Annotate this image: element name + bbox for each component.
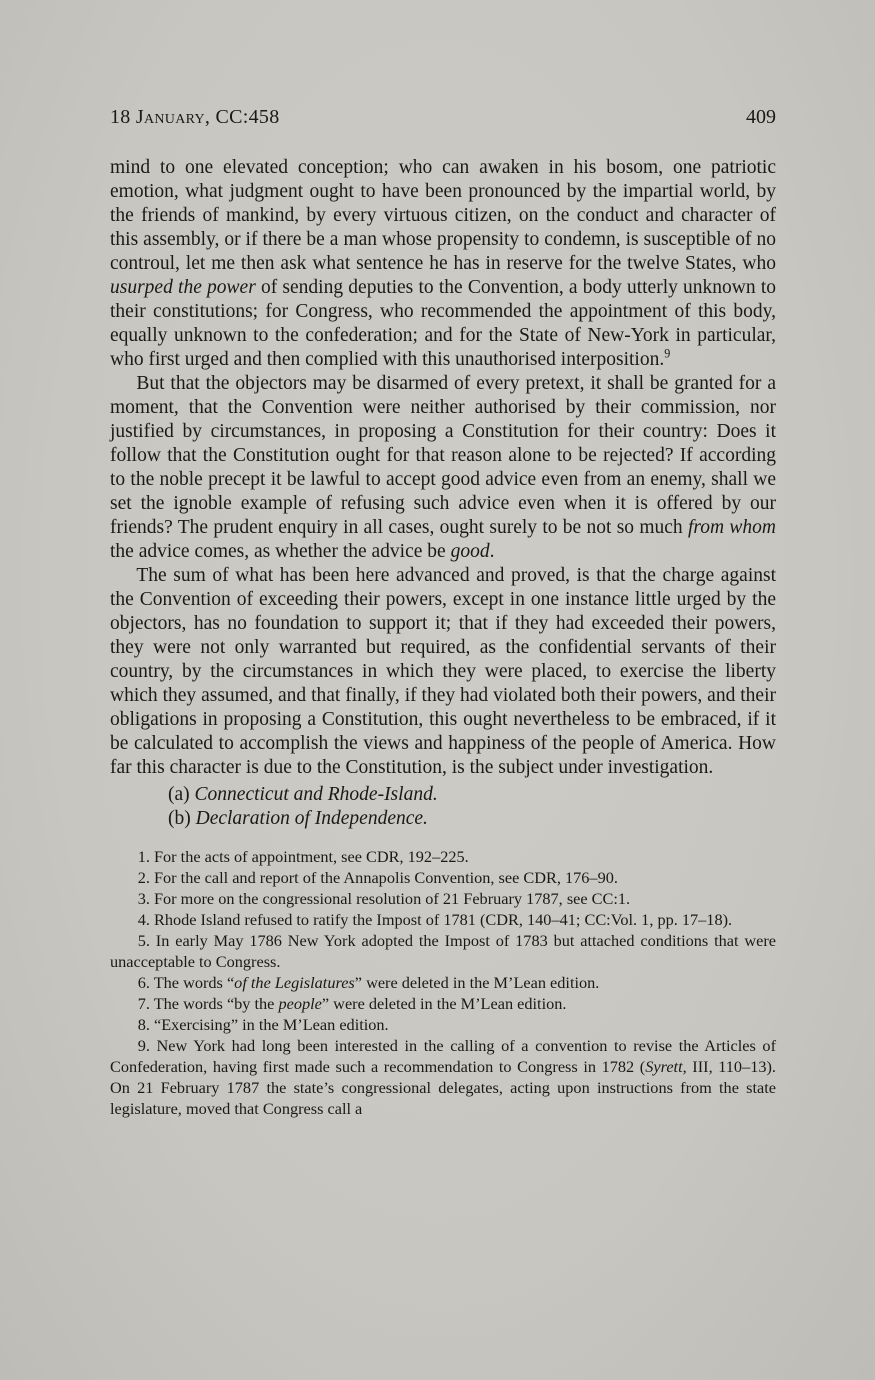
footnote-1: 1. For the acts of appointment, see CDR, 192–225.	[137, 847, 469, 866]
paragraph-2: But that the objectors may be disarmed of every pretext, it shall be granted for a moment, that the Convention were neither authorised by their commission, nor justified by circumstances, in proposing a Constitution for their country: Does it follow that the Constitution ought for that reason alone to be rejected? If according to the noble precept it be lawful to accept good advice even from an enemy, shall we set the ignoble example of refusing such advice even when it is offered by our friends? The prudent enquiry in all cases, ought surely to be not so much from whom the advice comes, as whether the advice be good.	[110, 373, 776, 562]
footnote-4: 4. Rhode Island refused to ratify the Impost of 1781 (CDR, 140–41; CC:Vol. 1, pp. 17–18).	[137, 910, 733, 929]
footnote-7: 7. The words “by the people” were deleted in the M’Lean edition.	[137, 994, 567, 1013]
page-number: 409	[746, 106, 776, 128]
footnote-2: 2. For the call and report of the Annapolis Convention, see CDR, 176–90.	[137, 868, 618, 887]
list-item-a: (a) Connecticut and Rhode-Island.	[168, 784, 438, 805]
footnote-9: 9. New York had long been interested in the calling of a convention to revise the Articles of Confederation, having first made such a recommendation to Congress in 1782 (Syrett, III, 110–13). On 21 February 1787 the state’s congressional delegates, acting upon instructions from the state legislature, moved that Congress call a	[110, 1036, 776, 1118]
paragraph-continuation: mind to one elevated conception; who can awaken in his bosom, one patriotic emotion, what judgment ought to have been pronounced by the impartial world, by the friends of mankind, by every virtuous citizen, on the conduct and character of this assembly, or if there be a man whose propensity to condemn, is susceptible of no controul, let me then ask what sentence he has in reserve for the twelve States, who usurped the power of sending deputies to the Convention, a body utterly unknown to their constitutions; for Congress, who recommended the appointment of this body, equally unknown to the confederation; and for the State of New-York in particular, who first urged and then complied with this unauthorised interposition.$^9$	[110, 157, 776, 370]
source-note-list	[110, 783, 776, 831]
footnote-6: 6. The words “of the Legislatures” were deleted in the M’Lean edition.	[137, 973, 600, 992]
list-item-b: (b) Declaration of Independence.	[168, 808, 428, 829]
footnotes-section	[110, 846, 776, 1119]
running-head: 18 January, CC:458	[110, 106, 280, 128]
page-body	[110, 156, 776, 1119]
running-header	[110, 106, 776, 129]
footnote-8: 8. “Exercising” in the M’Lean edition.	[137, 1015, 389, 1034]
footnote-3: 3. For more on the congressional resolution of 21 February 1787, see CC:1.	[137, 889, 631, 908]
footnote-5: 5. In early May 1786 New York adopted the Impost of 1783 but attached conditions that were unacceptable to Congress.	[110, 931, 776, 971]
paragraph-3: The sum of what has been here advanced and proved, is that the charge against the Convention of exceeding their powers, except in one instance little urged by the objectors, has no foundation to support it; that if they had exceeded their powers, they were not only warranted but required, as the confidential servants of their country, by the circumstances in which they were placed, to exercise the liberty which they assumed, and that finally, if they had violated both their powers, and their obligations in proposing a Constitution, this ought nevertheless to be embraced, if it be calculated to accomplish the views and happiness of the people of America. How far this character is due to the Constitution, is the subject under investigation.	[110, 565, 776, 778]
